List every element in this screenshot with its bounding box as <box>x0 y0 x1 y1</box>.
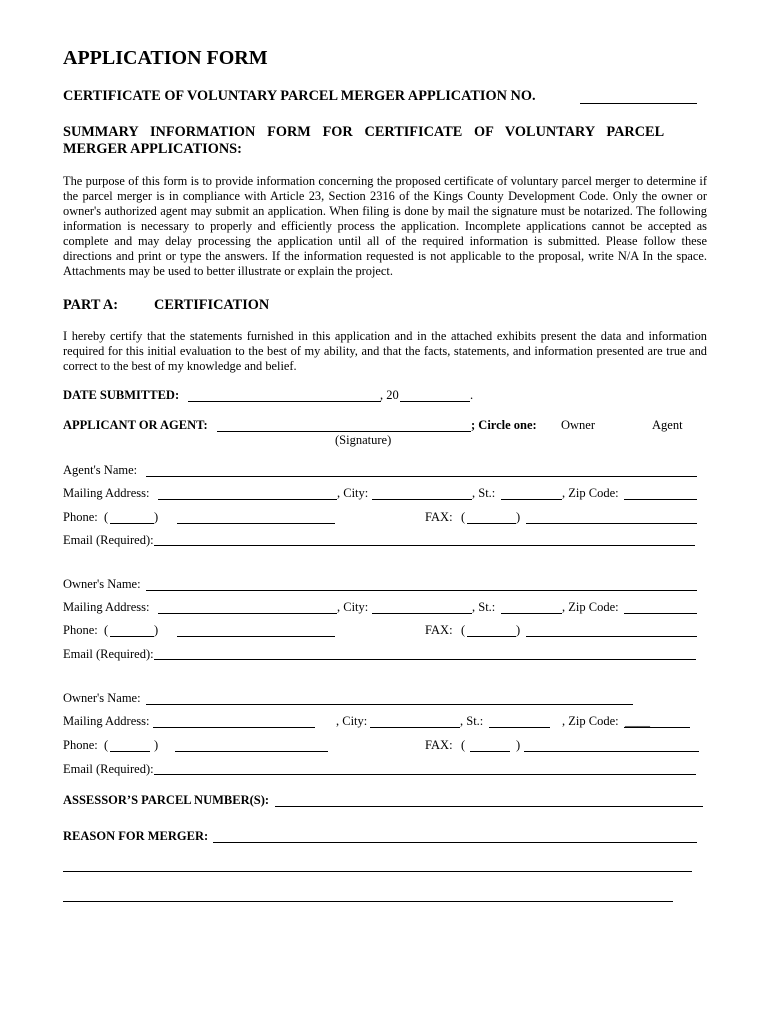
agent-phone-label: Phone: <box>63 510 98 524</box>
reason-field-line3[interactable] <box>63 901 673 902</box>
owner1-mailing-field[interactable] <box>158 613 337 614</box>
agent-fax-paren-open: ( <box>461 510 466 524</box>
agent-state-field[interactable] <box>501 499 562 500</box>
agent-email-field[interactable] <box>154 545 695 546</box>
date-year-prefix: , 20 <box>380 388 399 402</box>
owner1-zip-field[interactable] <box>624 613 697 614</box>
owner1-zip-label: , Zip Code: <box>562 600 619 614</box>
reason-field-line2[interactable] <box>63 871 692 872</box>
owner2-name-field[interactable] <box>146 704 633 705</box>
owner2-phone-paren-close: ) <box>154 738 159 752</box>
owner2-city-label: , City: <box>336 714 368 728</box>
owner2-mailing-label: Mailing Address: <box>63 714 150 728</box>
owner2-mailing-field[interactable] <box>153 727 315 728</box>
signature-caption: (Signature) <box>335 433 392 447</box>
owner2-fax-field[interactable] <box>524 751 699 752</box>
date-submitted-field[interactable] <box>188 401 381 402</box>
owner1-phone-paren-close: ) <box>154 623 159 637</box>
owner2-phone-label: Phone: <box>63 738 98 752</box>
summary-heading-line2: MERGER APPLICATIONS: <box>63 141 242 157</box>
page-title: APPLICATION FORM <box>63 47 268 69</box>
owner1-city-field[interactable] <box>372 613 472 614</box>
owner2-phone-area-field[interactable] <box>110 751 150 752</box>
owner1-fax-paren-close: ) <box>516 623 521 637</box>
agent-phone-paren-open: ( <box>104 510 109 524</box>
owner1-fax-field[interactable] <box>526 636 697 637</box>
owner1-name-field[interactable] <box>146 590 697 591</box>
owner2-zip-prefill: ____ <box>625 714 650 728</box>
owner2-state-field[interactable] <box>489 727 550 728</box>
part-a-title: CERTIFICATION <box>154 297 270 313</box>
assessor-parcel-label: ASSESSOR’S PARCEL NUMBER(S): <box>63 793 270 807</box>
owner2-fax-label: FAX: <box>425 738 453 752</box>
agent-mailing-label: Mailing Address: <box>63 486 150 500</box>
assessor-parcel-field[interactable] <box>275 806 703 807</box>
owner2-email-label: Email (Required): <box>63 762 154 776</box>
owner1-state-field[interactable] <box>501 613 562 614</box>
agent-fax-area-field[interactable] <box>467 523 516 524</box>
owner2-city-field[interactable] <box>370 727 460 728</box>
date-year-field[interactable] <box>400 401 470 402</box>
owner1-state-label: , St.: <box>472 600 496 614</box>
agent-name-label: Agent's Name: <box>63 463 138 477</box>
date-submitted-label: DATE SUBMITTED: <box>63 388 180 402</box>
owner1-phone-area-field[interactable] <box>110 636 154 637</box>
application-number-heading: CERTIFICATE OF VOLUNTARY PARCEL MERGER APPLICATION NO. <box>63 88 536 104</box>
date-period: . <box>470 388 474 402</box>
applicant-label: APPLICANT OR AGENT: <box>63 418 208 432</box>
part-a-label: PART A: <box>63 297 118 313</box>
agent-state-label: , St.: <box>472 486 496 500</box>
reason-label: REASON FOR MERGER: <box>63 829 209 843</box>
owner2-name-label: Owner's Name: <box>63 691 141 705</box>
agent-option[interactable]: Agent <box>652 418 683 432</box>
owner1-fax-label: FAX: <box>425 623 453 637</box>
owner1-fax-paren-open: ( <box>461 623 466 637</box>
agent-zip-label: , Zip Code: <box>562 486 619 500</box>
owner2-phone-paren-open: ( <box>104 738 109 752</box>
agent-mailing-field[interactable] <box>158 499 337 500</box>
owner1-phone-paren-open: ( <box>104 623 109 637</box>
agent-email-label: Email (Required): <box>63 533 154 547</box>
owner1-email-field[interactable] <box>154 659 696 660</box>
agent-fax-paren-close: ) <box>516 510 521 524</box>
agent-fax-label: FAX: <box>425 510 453 524</box>
owner1-phone-label: Phone: <box>63 623 98 637</box>
owner2-phone-field[interactable] <box>175 751 328 752</box>
agent-city-field[interactable] <box>372 499 472 500</box>
owner2-state-label: , St.: <box>460 714 484 728</box>
application-number-field[interactable] <box>580 103 697 104</box>
agent-name-field[interactable] <box>146 476 697 477</box>
owner2-zip-label: , Zip Code: <box>562 714 619 728</box>
agent-phone-area-field[interactable] <box>110 523 154 524</box>
agent-city-label: , City: <box>337 486 369 500</box>
reason-field-line1[interactable] <box>213 842 697 843</box>
owner2-fax-area-field[interactable] <box>470 751 510 752</box>
owner1-city-label: , City: <box>337 600 369 614</box>
circle-one-label: ; Circle one: <box>471 418 537 432</box>
summary-heading-line1: SUMMARY INFORMATION FORM FOR CERTIFICATE OF VOLUNTARY PARCEL <box>63 124 665 140</box>
agent-fax-field[interactable] <box>526 523 697 524</box>
agent-phone-paren-close: ) <box>154 510 159 524</box>
owner1-name-label: Owner's Name: <box>63 577 141 591</box>
owner1-fax-area-field[interactable] <box>467 636 516 637</box>
owner2-fax-paren-open: ( <box>461 738 466 752</box>
agent-zip-field[interactable] <box>624 499 697 500</box>
intro-paragraph: The purpose of this form is to provide information concerning the proposed certificate of voluntary parcel merger to determine if the parcel merger is in compliance with Article 23, Section 2316 of the Kings County Development Code. Only the owner or owner's authorized agent may submit an application. When filing is done by mail the signature must be notarized. The following information is necessary to properly and efficiently process the application. Incomplete applications cannot be accepted as complete and may delay processing the application until all of the required information is submitted. Please follow these directions and print or type the answers. If the information requested is not applicable to the proposal, write N/A In the space. Attachments may be used to better illustrate or explain the project. <box>63 174 707 278</box>
owner1-phone-field[interactable] <box>177 636 335 637</box>
applicant-signature-field[interactable] <box>217 431 471 432</box>
owner1-mailing-label: Mailing Address: <box>63 600 150 614</box>
owner1-email-label: Email (Required): <box>63 647 154 661</box>
certification-statement: I hereby certify that the statements furnished in this application and in the attached exhibits present the data and information required for this initial evaluation to the best of my ability, and that the facts, statements, and information presented are true and correct to the best of my knowledge and belief. <box>63 329 707 373</box>
agent-phone-field[interactable] <box>177 523 335 524</box>
owner-option[interactable]: Owner <box>561 418 596 432</box>
owner2-email-field[interactable] <box>154 774 696 775</box>
owner2-fax-paren-close: ) <box>516 738 521 752</box>
